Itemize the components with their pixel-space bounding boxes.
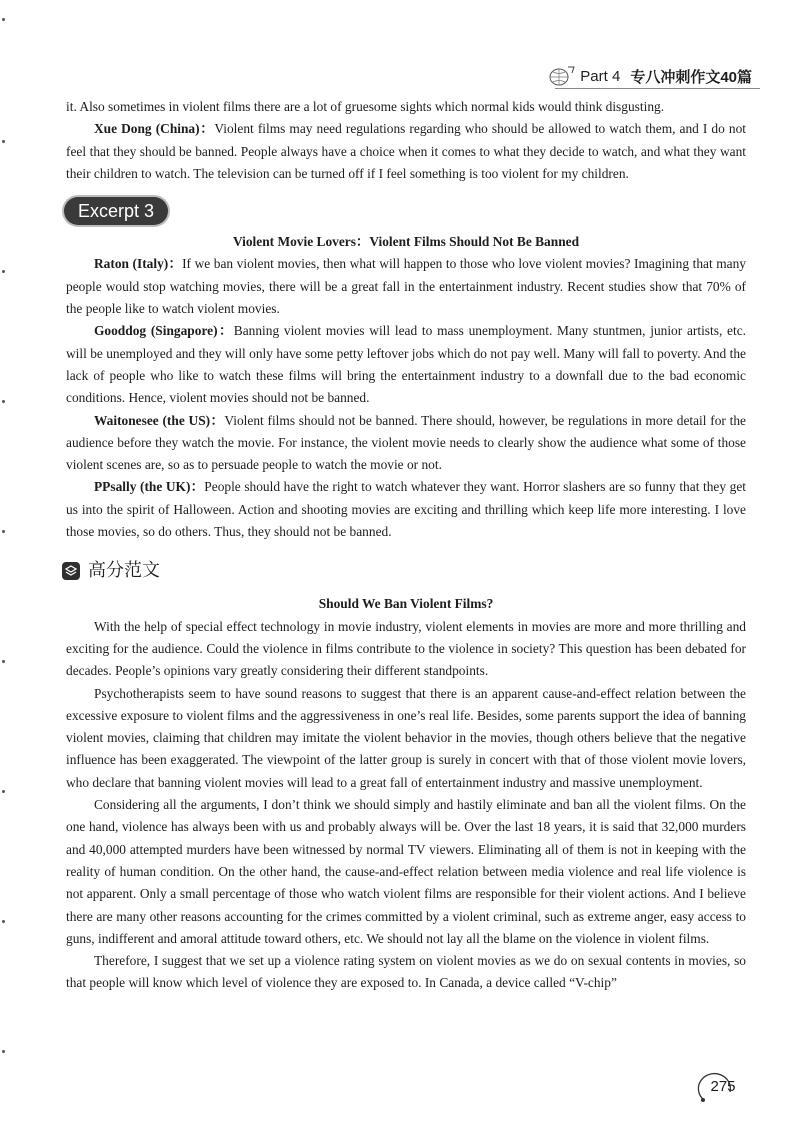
page-number: 275: [710, 1078, 736, 1095]
excerpt-badge: Excerpt 3: [64, 197, 168, 225]
speaker-name: PPsally (the UK)：: [94, 479, 205, 495]
speaker-name: Gooddog (Singapore)：: [94, 323, 234, 339]
layers-icon: [62, 562, 80, 580]
binding-mark: [2, 920, 5, 923]
essay-paragraph: Therefore, I suggest that we set up a violence rating system on violent movies as we do on sexual contents in movies, so that people will know which level of violence they are exposed to. In Canada, a device called “V-chip”: [66, 953, 746, 991]
opinion-paragraph: PPsally (the UK)：People should have the right to watch whatever they want. Horror slashers are so funny that they get us into the spirit of Halloween. Action and shooting movies are exciting and thrilling which keep life more interesting. I love those movies, so do others. Thus, they should not be banned.: [66, 479, 746, 540]
page-content: [66, 96, 746, 995]
opinion-paragraph: Gooddog (Singapore)：Banning violent movies will lead to mass unemployment. Many stuntmen, junior artists, etc. will be unemployed and they will only have some petty leftover jobs which do not pay well. Many will fall to poverty. And the lack of people who like to watch these films will bring the entertainment industry to a downfall due to the bad economic conditions. Hence, violent movies should not be banned.: [66, 323, 747, 406]
binding-mark: [2, 400, 5, 403]
essay-paragraph: With the help of special effect technology in movie industry, violent elements in movies are more and more thrilling and exciting for the audience. Could the violence in films contribute to the violence in society? This question has been debated for decades. People’s opinions vary greatly considering their different standpoints.: [66, 618, 746, 679]
section-heading: [62, 557, 746, 585]
binding-mark: [2, 530, 5, 533]
binding-mark: [2, 790, 5, 793]
binding-mark: [2, 18, 5, 21]
opinion-paragraph: Xue Dong (China)：Violent films may need regulations regarding who should be allowed to watch them, and I do not feel that they should be banned. People always have a choice when it comes to what they decide to watch, and what they want their children to watch. The television can be turned off if I feel something is too violent for my children.: [66, 121, 746, 181]
excerpt-badge-wrap: [64, 197, 746, 225]
header-rule: [555, 88, 760, 89]
part-title: 专八冲刺作文40篇: [630, 68, 752, 86]
essay-title: Should We Ban Violent Films?: [318, 596, 494, 612]
section-label: 高分范文: [88, 560, 160, 582]
binding-mark: [2, 270, 5, 273]
speaker-name: Waitonesee (the US)：: [94, 412, 225, 428]
speaker-name: Raton (Italy)：: [94, 256, 183, 272]
essay-paragraph: Considering all the arguments, I don’t think we should simply and hastily eliminate and ban all the violent films. On the one hand, violence has always been with us and probably always will be. Over the last 18 years, it is said that 32,000 murders and 40,000 attempted murders have been witnessed by normal TV viewers. Eliminating all of them is not in keeping with the reality of human condition. On the other hand, the cause-and-effect relation between media violence and real life violence is not apparent. Only a small percentage of those who watch violent films are responsible for their violent actions. And I believe there are many other reasons accounting for the crimes committed by a violent criminal, such as extreme anger, easy access to guns, indifferent and amoral attitude toward others, etc. We should not lay all the blame on the violence in violent films.: [66, 797, 746, 946]
opinion-paragraph: Raton (Italy)：If we ban violent movies, then what will happen to those who love violent movies? Imagining that many people would stop watching movies, there will be a great fall in the entertainment industry. Recent studies show that 70% of the people like to watch violent movies.: [66, 256, 747, 317]
running-header: [548, 62, 752, 90]
globe-icon: [548, 65, 576, 87]
binding-mark: [2, 660, 5, 663]
opinion-paragraph: Waitonesee (the US)：Violent films should not be banned. There should, however, be regulations in more detail for the audience before they watch the movie. For instance, the violent movie needs to clearly show the audience what some of those violent scenes are, so as to persuade people to watch the movie or not.: [66, 412, 746, 473]
essay-paragraph: Psychotherapists seem to have sound reasons to suggest that there is an apparent cause-and-effect relation between the excessive exposure to violent films and the aggressiveness in one’s real life. Besides, some parents support the idea of banning violent movies, claiming that children may imitate the violent behavior in the movies, though others believe that the negative influence has been exaggerated. The viewpoint of the latter group is surely in concert with that of those violent movie lovers, who declare that banning violent movies will lead to a great fall of entertainment industry and massive unemployment.: [66, 685, 746, 790]
excerpt-title: Violent Movie Lovers：Violent Films Should Not Be Banned: [232, 234, 580, 250]
binding-mark: [2, 1050, 5, 1053]
continued-paragraph: it. Also sometimes in violent films there are a lot of gruesome sights which normal kids would think disgusting.: [66, 99, 665, 114]
speaker-name: Xue Dong (China)：: [94, 121, 215, 137]
part-label: Part 4: [580, 67, 621, 85]
binding-mark: [2, 140, 5, 143]
